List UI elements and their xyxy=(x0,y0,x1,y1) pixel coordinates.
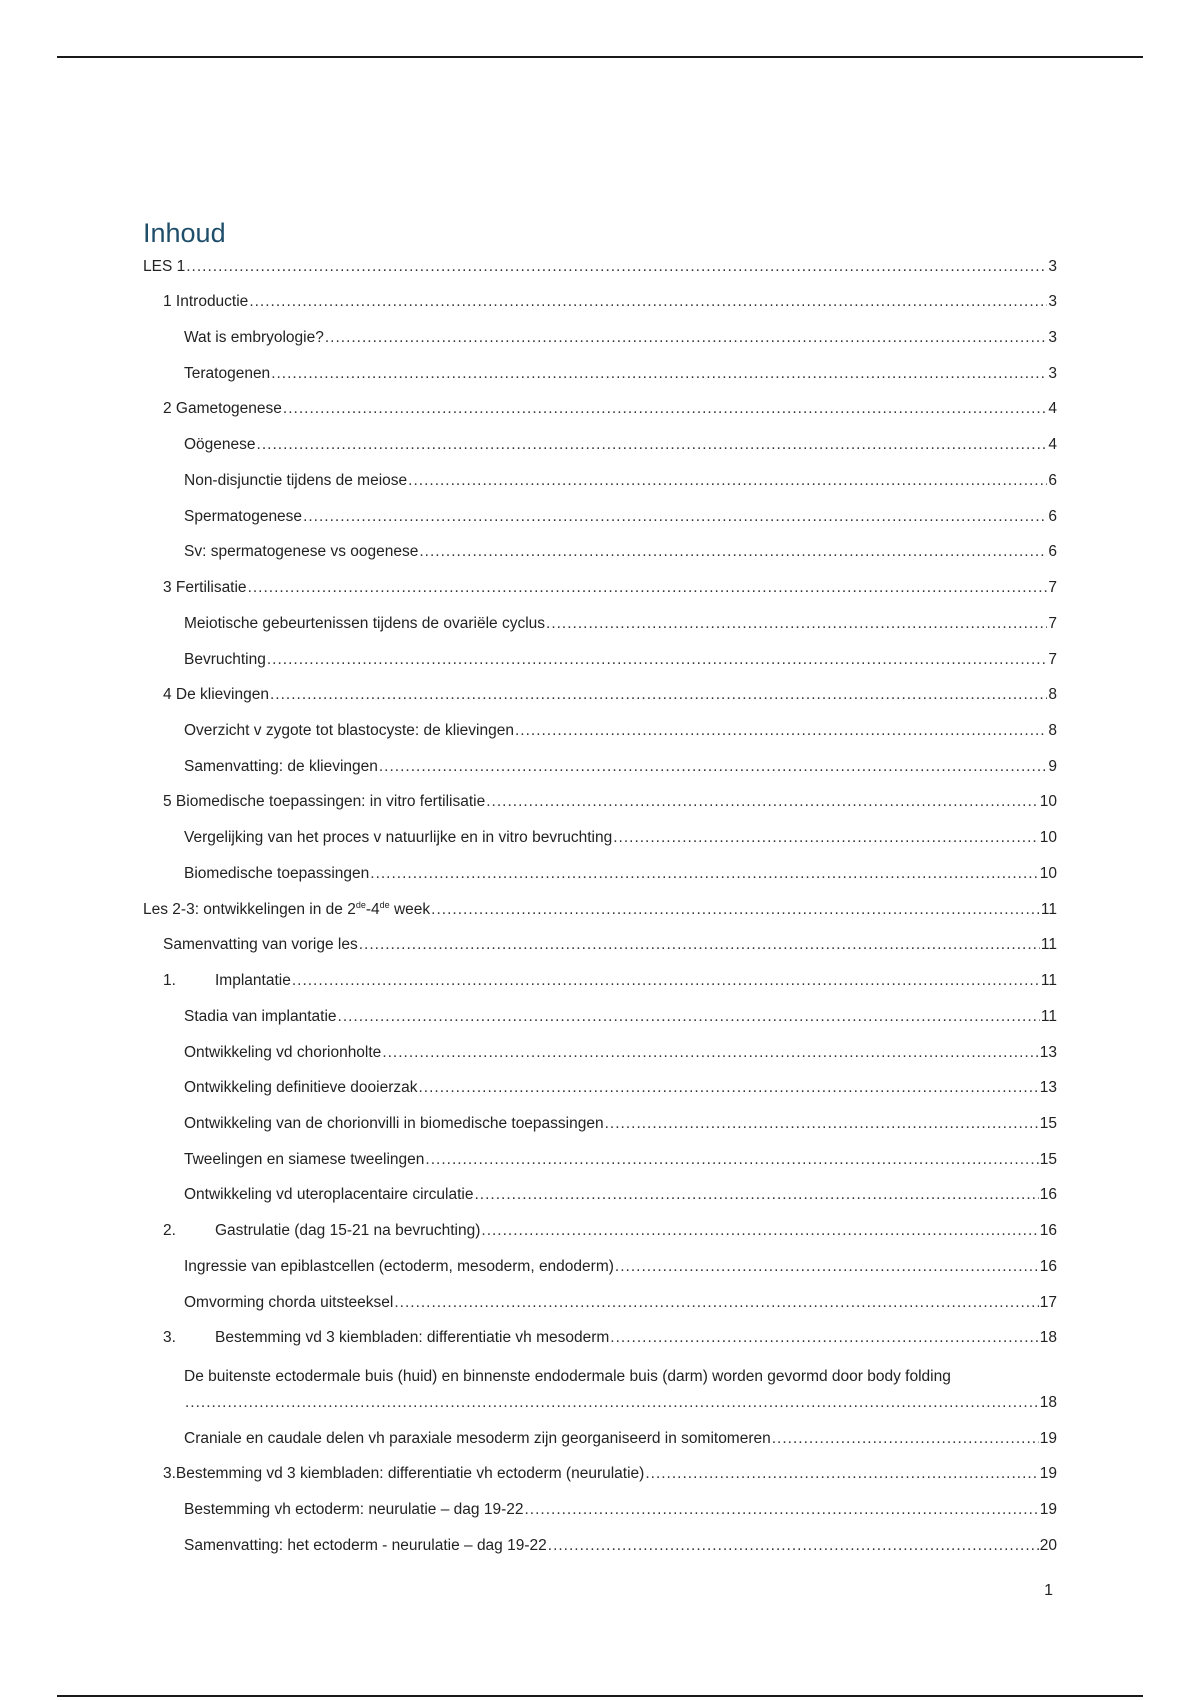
toc-entry-label: Sv: spermatogenese vs oogenese xyxy=(184,543,419,560)
toc-entry[interactable] xyxy=(184,1392,1057,1414)
toc-entry-label: Ontwikkeling definitieve dooierzak xyxy=(184,1079,418,1096)
toc-page-number: 16 xyxy=(1039,1186,1057,1203)
toc-entry[interactable] xyxy=(184,506,1057,528)
toc-leader xyxy=(249,291,1047,313)
toc-entry-label: 5 Biomedische toepassingen: in vitro fertilisatie xyxy=(163,793,486,810)
toc-leader xyxy=(425,1149,1038,1171)
toc-leader xyxy=(382,1042,1038,1064)
toc-entry[interactable] xyxy=(184,541,1057,563)
toc-page-number: 10 xyxy=(1039,829,1057,846)
toc-entry[interactable] xyxy=(163,1327,1057,1349)
toc-entry-label: Ontwikkeling vd uteroplacentaire circulatie xyxy=(184,1186,474,1203)
toc-entry-label: Wat is embryologie? xyxy=(184,329,324,346)
toc-leader xyxy=(370,863,1038,885)
toc-leader xyxy=(379,756,1048,778)
toc-entry[interactable] xyxy=(184,649,1057,671)
toc-leader xyxy=(645,1463,1038,1485)
toc-entry[interactable] xyxy=(184,863,1057,885)
toc-leader xyxy=(546,613,1047,635)
toc-entry-label: 1 Introductie xyxy=(163,293,249,310)
toc-entry-label: Biomedische toepassingen xyxy=(184,865,370,882)
toc-page-number: 8 xyxy=(1048,686,1057,703)
toc-entry-label: Stadia van implantatie xyxy=(184,1008,337,1025)
toc-entry-label: Ontwikkeling van de chorionvilli in biomedische toepassingen xyxy=(184,1115,604,1132)
toc-page-number: 7 xyxy=(1048,651,1057,668)
toc-leader xyxy=(418,1077,1038,1099)
toc-leader xyxy=(267,649,1048,671)
toc-entry[interactable] xyxy=(163,398,1057,420)
toc-leader xyxy=(248,577,1048,599)
toc-leader xyxy=(610,1327,1038,1349)
toc-leader xyxy=(292,970,1040,992)
toc-entry-label: Vergelijking van het proces v natuurlijke en in vitro bevruchting xyxy=(184,829,613,846)
toc-entry[interactable] xyxy=(184,613,1057,635)
toc-entry-label: LES 1 xyxy=(143,258,186,275)
toc-page-number: 4 xyxy=(1048,436,1057,453)
toc-leader xyxy=(359,934,1040,956)
toc-leader xyxy=(271,363,1047,385)
toc-page-number: 11 xyxy=(1040,901,1057,918)
toc-page-number: 15 xyxy=(1039,1115,1057,1132)
toc-entry[interactable] xyxy=(163,1463,1057,1485)
toc-page-number: 3 xyxy=(1048,293,1057,310)
toc-page-number: 3 xyxy=(1048,365,1057,382)
toc-page-number: 10 xyxy=(1039,793,1057,810)
toc-entry-label: Tweelingen en siamese tweelingen xyxy=(184,1151,425,1168)
toc-leader xyxy=(408,470,1047,492)
toc-entry-label[interactable]: De buitenste ectodermale buis (huid) en binnenste endodermale buis (darm) worden gevormd door body folding xyxy=(184,1368,951,1385)
toc-entry[interactable] xyxy=(163,291,1057,313)
toc-leader xyxy=(486,791,1039,813)
toc-entry-label: Non-disjunctie tijdens de meiose xyxy=(184,472,408,489)
toc-page-number: 10 xyxy=(1039,865,1057,882)
toc-page-number: 3 xyxy=(1048,258,1057,275)
toc-entry[interactable] xyxy=(143,256,1057,278)
toc-entry-label: Omvorming chorda uitsteeksel xyxy=(184,1294,394,1311)
toc-entry-label: Samenvatting: het ectoderm - neurulatie – dag 19-22 xyxy=(184,1537,547,1554)
toc-entry-label: Samenvatting: de klievingen xyxy=(184,758,378,775)
toc-entry-label: 3.Bestemming vd 3 kiembladen: differentiatie vh ectoderm (neurulatie) xyxy=(163,1465,645,1482)
toc-page-number: 6 xyxy=(1048,472,1057,489)
toc-page-number: 3 xyxy=(1048,329,1057,346)
toc-entry-number: 1. xyxy=(163,972,176,989)
toc-leader xyxy=(283,398,1047,420)
toc-entry[interactable] xyxy=(184,363,1057,385)
toc-entry[interactable] xyxy=(163,791,1057,813)
toc-entry[interactable] xyxy=(184,756,1057,778)
toc-page-number: 7 xyxy=(1048,579,1057,596)
toc-page-number: 17 xyxy=(1039,1294,1057,1311)
toc-entry[interactable] xyxy=(184,1428,1057,1450)
toc-entry[interactable] xyxy=(163,970,1057,992)
toc-page-number: 18 xyxy=(1039,1394,1057,1411)
toc-page-number: 19 xyxy=(1039,1501,1057,1518)
toc-entry-label: Gastrulatie (dag 15-21 na bevruchting) xyxy=(215,1222,481,1239)
toc-page-number: 15 xyxy=(1039,1151,1057,1168)
toc-entry[interactable] xyxy=(184,1149,1057,1171)
toc-entry[interactable] xyxy=(184,470,1057,492)
toc-entry-label: Bevruchting xyxy=(184,651,266,668)
toc-page-number: 16 xyxy=(1039,1222,1057,1239)
toc-leader xyxy=(474,1184,1038,1206)
toc-entry[interactable] xyxy=(184,1292,1057,1314)
header-rule xyxy=(57,56,1143,58)
toc-entry[interactable] xyxy=(184,1535,1057,1557)
toc-page-number: 16 xyxy=(1039,1258,1057,1275)
toc-entry-label: Samenvatting van vorige les xyxy=(163,936,358,953)
toc-entry[interactable] xyxy=(184,327,1057,349)
toc-page-number: 13 xyxy=(1039,1079,1057,1096)
toc-leader xyxy=(338,1006,1040,1028)
toc-entry[interactable] xyxy=(184,1256,1057,1278)
toc-entry-label: Craniale en caudale delen vh paraxiale mesoderm zijn georganiseerd in somitomeren xyxy=(184,1430,771,1447)
toc-page-number: 9 xyxy=(1048,758,1057,775)
toc-title: Inhoud xyxy=(143,218,226,248)
toc-entry-label: Bestemming vh ectoderm: neurulatie – dag 19-22 xyxy=(184,1501,524,1518)
toc-leader xyxy=(394,1292,1038,1314)
toc-page-number: 11 xyxy=(1040,936,1057,953)
toc-leader xyxy=(613,827,1039,849)
toc-leader xyxy=(186,256,1047,278)
toc-page-number: 8 xyxy=(1048,722,1057,739)
toc-leader xyxy=(325,327,1048,349)
toc-leader xyxy=(185,1392,1039,1414)
toc-entry[interactable] xyxy=(184,1042,1057,1064)
toc-entry-label: Ontwikkeling vd chorionholte xyxy=(184,1044,382,1061)
toc-leader xyxy=(772,1428,1039,1450)
toc-entry[interactable] xyxy=(184,1499,1057,1521)
toc-entry[interactable] xyxy=(163,1220,1057,1242)
toc-entry[interactable] xyxy=(184,1006,1057,1028)
toc-entry-label: 4 De klievingen xyxy=(163,686,269,703)
toc-page-number: 20 xyxy=(1039,1537,1057,1554)
toc-page-number: 11 xyxy=(1040,972,1057,989)
toc-page-number: 19 xyxy=(1039,1430,1057,1447)
toc-entry[interactable] xyxy=(184,827,1057,849)
toc-entry-label: Ingressie van epiblastcellen (ectoderm, mesoderm, endoderm) xyxy=(184,1258,614,1275)
toc-leader xyxy=(270,684,1047,706)
toc-entry-label: Implantatie xyxy=(215,972,291,989)
toc-entry-label: Spermatogenese xyxy=(184,508,303,525)
toc-entry[interactable] xyxy=(184,434,1057,456)
toc-leader xyxy=(548,1535,1039,1557)
toc-entry-label: Les 2-3: ontwikkelingen in de 2de-4de week xyxy=(143,899,431,918)
toc-leader xyxy=(257,434,1048,456)
toc-page-number: 6 xyxy=(1048,508,1057,525)
toc-entry-label: 3 Fertilisatie xyxy=(163,579,247,596)
toc-entry[interactable] xyxy=(184,1184,1057,1206)
toc-page-number: 18 xyxy=(1039,1329,1057,1346)
page-number: 1 xyxy=(1044,1582,1053,1599)
toc-entry-label: Oögenese xyxy=(184,436,256,453)
toc-page-number: 6 xyxy=(1048,543,1057,560)
toc-page-number: 13 xyxy=(1039,1044,1057,1061)
toc-entry[interactable] xyxy=(184,720,1057,742)
toc-entry[interactable] xyxy=(163,934,1057,956)
toc-entry-number: 3. xyxy=(163,1329,176,1346)
toc-leader xyxy=(303,506,1047,528)
toc-entry-label: Bestemming vd 3 kiembladen: differentiatie vh mesoderm xyxy=(215,1329,610,1346)
toc-page-number: 7 xyxy=(1048,615,1057,632)
toc-entry[interactable] xyxy=(163,577,1057,599)
toc-leader xyxy=(524,1499,1038,1521)
toc-entry-number: 2. xyxy=(163,1222,176,1239)
toc-leader xyxy=(419,541,1047,563)
toc-entry[interactable] xyxy=(184,1113,1057,1135)
toc-leader xyxy=(605,1113,1039,1135)
toc-leader xyxy=(515,720,1047,742)
toc-entry-label: Overzicht v zygote tot blastocyste: de klievingen xyxy=(184,722,514,739)
toc-entry[interactable] xyxy=(184,1077,1057,1099)
toc-leader xyxy=(615,1256,1039,1278)
toc-entry[interactable] xyxy=(163,684,1057,706)
toc-page-number: 11 xyxy=(1040,1008,1057,1025)
toc-leader xyxy=(481,1220,1038,1242)
toc-page-number: 19 xyxy=(1039,1465,1057,1482)
toc-page-number: 4 xyxy=(1048,400,1057,417)
toc-entry-label: Teratogenen xyxy=(184,365,271,382)
toc-leader xyxy=(431,899,1040,921)
toc-entry-label: 2 Gametogenese xyxy=(163,400,282,417)
toc-entry-label: Meiotische gebeurtenissen tijdens de ovariële cyclus xyxy=(184,615,546,632)
footer-rule xyxy=(57,1695,1143,1697)
toc-entry[interactable] xyxy=(143,899,1057,921)
